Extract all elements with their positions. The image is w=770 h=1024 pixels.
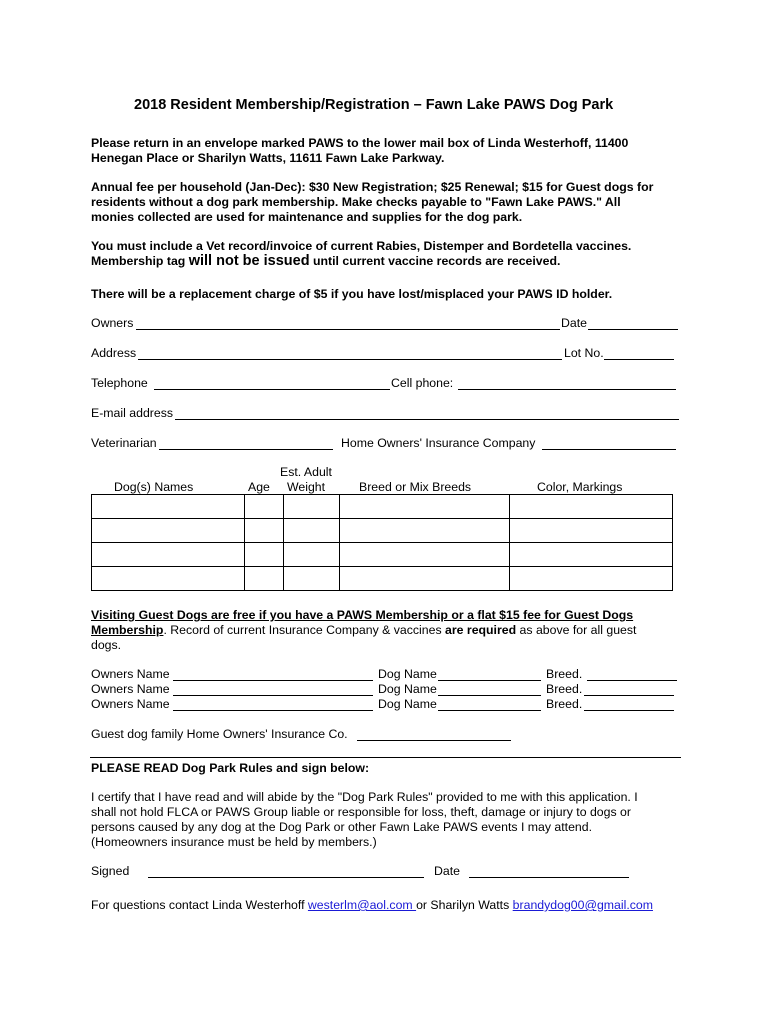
weight-header-top: Est. Adult xyxy=(280,465,332,479)
signature-field[interactable] xyxy=(148,877,424,878)
guest-breed-label-1: Breed. xyxy=(546,667,583,681)
guest-dog-name-label-3: Dog Name xyxy=(378,697,437,711)
rules-heading: PLEASE READ Dog Park Rules and sign below: xyxy=(91,761,370,775)
address-field[interactable] xyxy=(138,359,562,360)
guest-owners-name-label-1: Owners Name xyxy=(91,667,170,681)
return-instructions-line2: Henegan Place or Sharilyn Watts, 11611 Fawn Lake Parkway. xyxy=(91,151,445,165)
breed-cell[interactable] xyxy=(340,567,510,591)
weight-header-bottom: Weight xyxy=(287,480,326,494)
owners-field[interactable] xyxy=(136,329,560,330)
table-row xyxy=(92,567,673,591)
guest-dog-name-field-3[interactable] xyxy=(438,710,541,711)
rules-line3: persons caused by any dog at the Dog Park or other Fawn Lake PAWS events I may attend. xyxy=(91,820,593,834)
guest-dogs-heading: Visiting Guest Dogs are free if you have a PAWS Membership or a flat $15 fee for Guest Dogs xyxy=(91,608,634,622)
age-header: Age xyxy=(248,480,270,494)
color-header: Color, Markings xyxy=(537,480,623,494)
guest-breed-field-2[interactable] xyxy=(584,695,674,696)
table-row xyxy=(92,519,673,543)
rules-line4: (Homeowners insurance must be held by members.) xyxy=(91,835,377,849)
sign-date-label: Date xyxy=(434,864,460,878)
email-field[interactable] xyxy=(175,419,679,420)
telephone-label: Telephone xyxy=(91,376,148,390)
email-label: E-mail address xyxy=(91,406,174,420)
guest-breed-field-1[interactable] xyxy=(587,680,677,681)
breed-cell[interactable] xyxy=(340,519,510,543)
return-instructions-line1: Please return in an envelope marked PAWS to the lower mail box of Linda Westerhoff, 11400 xyxy=(91,136,629,150)
telephone-field[interactable] xyxy=(154,389,390,390)
guest-dogs-line3: dogs. xyxy=(91,638,122,652)
vet-requirement-line2: Membership tag will not be issued until current vaccine records are received. xyxy=(91,253,561,269)
color-cell[interactable] xyxy=(510,543,673,567)
insurance-label: Home Owners' Insurance Company xyxy=(341,436,536,450)
dog-name-cell[interactable] xyxy=(92,495,245,519)
rules-line2: shall not hold FLCA or PAWS Group liable or responsible for loss, theft, damage or injury to dogs or xyxy=(91,805,631,819)
insurance-field[interactable] xyxy=(542,449,676,450)
guest-dogs-line2: Membership. Record of current Insurance Company & vaccines are required as above for all guest xyxy=(91,623,637,637)
fee-line3: monies collected are used for maintenance and supplies for the dog park. xyxy=(91,210,523,224)
lot-field[interactable] xyxy=(604,359,674,360)
guest-dog-name-label-2: Dog Name xyxy=(378,682,437,696)
guest-dog-name-field-1[interactable] xyxy=(438,680,541,681)
lot-label: Lot No. xyxy=(564,346,604,360)
vet-requirement-line1: You must include a Vet record/invoice of current Rabies, Distemper and Bordetella vaccines. xyxy=(91,239,632,253)
signed-label: Signed xyxy=(91,864,130,878)
dog-name-cell[interactable] xyxy=(92,567,245,591)
age-cell[interactable] xyxy=(245,543,284,567)
cell-phone-label: Cell phone: xyxy=(391,376,454,390)
page-title: 2018 Resident Membership/Registration – Fawn Lake PAWS Dog Park xyxy=(134,97,614,113)
veterinarian-label: Veterinarian xyxy=(91,436,157,450)
breed-cell[interactable] xyxy=(340,495,510,519)
weight-cell[interactable] xyxy=(284,543,340,567)
date-field[interactable] xyxy=(588,329,678,330)
owners-label: Owners xyxy=(91,316,134,330)
sign-date-field[interactable] xyxy=(469,877,629,878)
weight-cell[interactable] xyxy=(284,567,340,591)
dog-table xyxy=(91,494,673,591)
color-cell[interactable] xyxy=(510,567,673,591)
replacement-charge: There will be a replacement charge of $5 if you have lost/misplaced your PAWS ID holder. xyxy=(91,287,613,301)
email-link-brandydog[interactable]: brandydog00@gmail.com xyxy=(512,898,653,912)
weight-cell[interactable] xyxy=(284,495,340,519)
breed-cell[interactable] xyxy=(340,543,510,567)
fee-line1: Annual fee per household (Jan-Dec): $30 New Registration; $25 Renewal; $15 for Guest dogs for xyxy=(91,180,654,194)
dog-name-cell[interactable] xyxy=(92,519,245,543)
dog-names-header: Dog(s) Names xyxy=(114,480,194,494)
address-label: Address xyxy=(91,346,137,360)
age-cell[interactable] xyxy=(245,519,284,543)
guest-dog-name-label-1: Dog Name xyxy=(378,667,437,681)
section-divider xyxy=(90,757,681,758)
guest-owners-name-label-3: Owners Name xyxy=(91,697,170,711)
age-cell[interactable] xyxy=(245,495,284,519)
guest-owners-name-field-1[interactable] xyxy=(173,680,373,681)
breed-header: Breed or Mix Breeds xyxy=(359,480,472,494)
guest-breed-field-3[interactable] xyxy=(584,710,674,711)
guest-owners-name-field-3[interactable] xyxy=(173,710,373,711)
color-cell[interactable] xyxy=(510,519,673,543)
contact-line: For questions contact Linda Westerhoff westerlm@aol.com or Sharilyn Watts brandydog00@gmail.com xyxy=(91,898,653,912)
table-row xyxy=(92,495,673,519)
guest-owners-name-label-2: Owners Name xyxy=(91,682,170,696)
guest-insurance-label: Guest dog family Home Owners' Insurance Co. xyxy=(91,727,348,741)
age-cell[interactable] xyxy=(245,567,284,591)
cell-phone-field[interactable] xyxy=(458,389,676,390)
dog-name-cell[interactable] xyxy=(92,543,245,567)
guest-breed-label-3: Breed. xyxy=(546,697,583,711)
table-row xyxy=(92,543,673,567)
fee-line2: residents without a dog park membership. Make checks payable to "Fawn Lake PAWS." All xyxy=(91,195,621,209)
weight-cell[interactable] xyxy=(284,519,340,543)
date-label: Date xyxy=(561,316,587,330)
rules-line1: I certify that I have read and will abide by the "Dog Park Rules" provided to me with this application. I xyxy=(91,790,638,804)
guest-owners-name-field-2[interactable] xyxy=(173,695,373,696)
guest-insurance-field[interactable] xyxy=(357,740,511,741)
veterinarian-field[interactable] xyxy=(159,449,333,450)
email-link-westerlm[interactable]: westerlm@aol.com xyxy=(307,898,417,912)
color-cell[interactable] xyxy=(510,495,673,519)
guest-dog-name-field-2[interactable] xyxy=(438,695,541,696)
guest-breed-label-2: Breed. xyxy=(546,682,583,696)
